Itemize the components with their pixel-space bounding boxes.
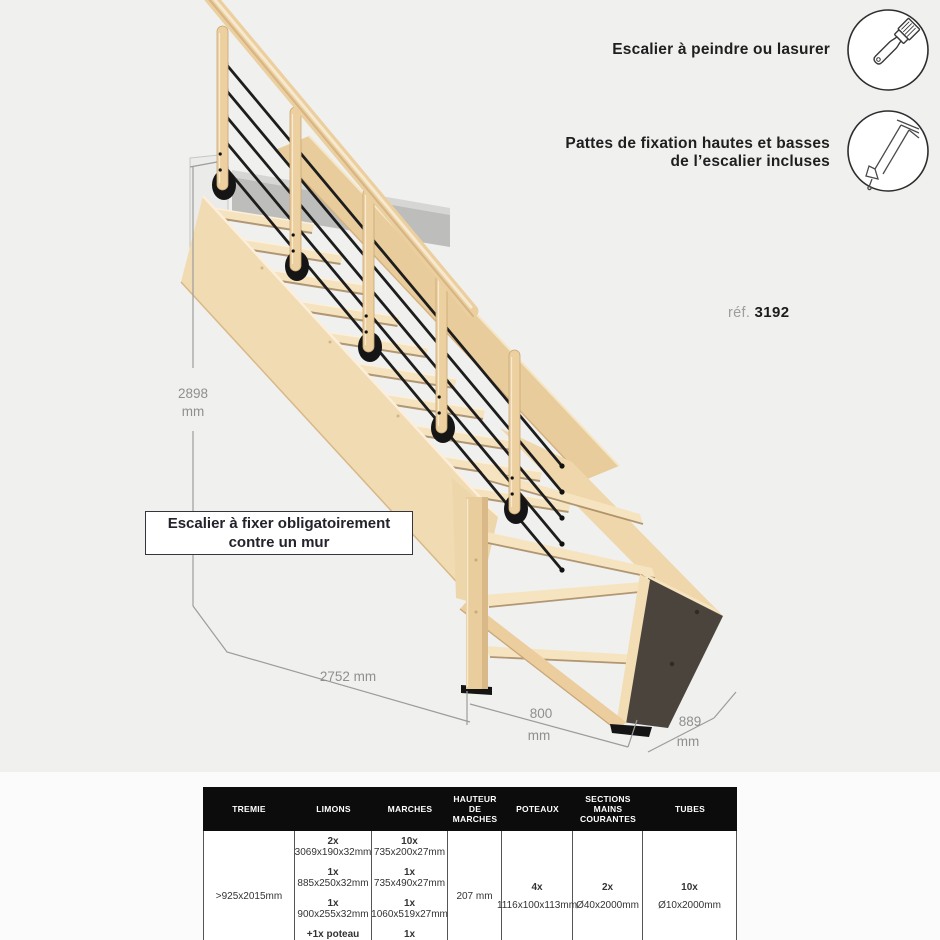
cell-hauteur-de-marches bbox=[448, 831, 502, 940]
badge-paint-label: Escalier à peindre ou lasurer bbox=[612, 41, 830, 58]
header-poteaux: POTEAUX bbox=[516, 804, 559, 814]
tubes-dim: Ø10x2000mm bbox=[658, 900, 721, 911]
fixation-bracket-icon bbox=[845, 108, 931, 194]
limons-qty-4: +1x poteau bbox=[306, 929, 360, 940]
reference-prefix: réf. bbox=[728, 305, 751, 321]
sections-qty: 2x bbox=[601, 882, 614, 893]
poteaux-qty: 4x bbox=[531, 882, 543, 893]
panel-foot bbox=[610, 724, 652, 737]
marches-entry bbox=[374, 867, 445, 889]
dimension-depth-unit: mm bbox=[676, 734, 700, 749]
poteaux-dim: 1116x100x113mm bbox=[496, 900, 578, 911]
marches-qty-1: 10x bbox=[401, 836, 418, 847]
dimension-height-value: 2898 bbox=[177, 386, 209, 401]
limons-entry bbox=[297, 898, 368, 920]
spec-table bbox=[203, 787, 737, 940]
callout-line1: Escalier à fixer obligatoirement bbox=[167, 515, 391, 532]
limons-dim-2: 885x250x32mm bbox=[297, 878, 369, 889]
limons-dim-3: 900x255x32mm bbox=[297, 909, 369, 920]
marches-dim-1: 735x200x27mm bbox=[373, 847, 446, 858]
callout-line2: contre un mur bbox=[228, 534, 330, 551]
reference bbox=[728, 304, 789, 321]
dimension-height-unit: mm bbox=[181, 404, 205, 419]
limons-qty-2: 1x bbox=[327, 867, 339, 878]
spec-table-header bbox=[203, 787, 737, 831]
limons-entry bbox=[307, 929, 360, 940]
marches-dim-2: 735x490x27mm bbox=[373, 878, 446, 889]
spec-table-body bbox=[203, 831, 737, 940]
marches-entry bbox=[404, 929, 415, 940]
header-tubes: TUBES bbox=[674, 804, 706, 814]
header-sections-mains-courantes: SECTIONS MAINS COURANTES bbox=[579, 794, 637, 824]
tubes-qty: 10x bbox=[681, 882, 698, 893]
limons-entry bbox=[297, 867, 368, 889]
limons-entry bbox=[295, 836, 372, 858]
cell-marches bbox=[372, 831, 448, 940]
dimension-length-label: 2752 mm bbox=[319, 669, 377, 684]
header-marches: MARCHES bbox=[387, 804, 433, 814]
reference-value: 3192 bbox=[754, 304, 790, 321]
cell-sections-mains-courantes bbox=[573, 831, 643, 940]
dimension-width-unit: mm bbox=[527, 728, 551, 743]
marches-entry bbox=[371, 898, 448, 920]
dimension-width-value: 800 bbox=[529, 706, 553, 721]
badge-fixation-line2: de l’escalier incluses bbox=[670, 152, 830, 170]
badge-fixation-line1: Pattes de fixation hautes et basses bbox=[565, 135, 830, 152]
header-hauteur-de-marches: HAUTEUR DE MARCHES bbox=[452, 794, 498, 824]
cell-limons bbox=[295, 831, 372, 940]
marches-qty-4: 1x bbox=[403, 929, 416, 940]
marches-dim-3: 1060x519x27mm bbox=[371, 909, 448, 920]
dimension-depth-value: 889 bbox=[678, 714, 702, 729]
cell-poteaux bbox=[496, 831, 578, 940]
marches-qty-2: 1x bbox=[403, 867, 416, 878]
cell-tubes bbox=[643, 831, 737, 940]
hauteur-value: 207 mm bbox=[456, 891, 493, 902]
tremie-value: >925x2015mm bbox=[215, 891, 283, 902]
wall-fixing-callout bbox=[145, 511, 413, 555]
header-tremie: TREMIE bbox=[232, 804, 266, 814]
paintbrush-icon bbox=[845, 7, 931, 93]
badge-fixation-label bbox=[565, 135, 830, 170]
limons-dim-1: 3069x190x32mm bbox=[294, 847, 372, 858]
sections-dim: Ø40x2000mm bbox=[576, 900, 639, 911]
limons-qty-1: 2x bbox=[327, 836, 339, 847]
marches-qty-3: 1x bbox=[403, 898, 416, 909]
newel-post bbox=[466, 497, 488, 689]
limons-qty-3: 1x bbox=[327, 898, 339, 909]
cell-tremie bbox=[203, 831, 295, 940]
marches-entry bbox=[374, 836, 445, 858]
header-limons: LIMONS bbox=[316, 804, 351, 814]
